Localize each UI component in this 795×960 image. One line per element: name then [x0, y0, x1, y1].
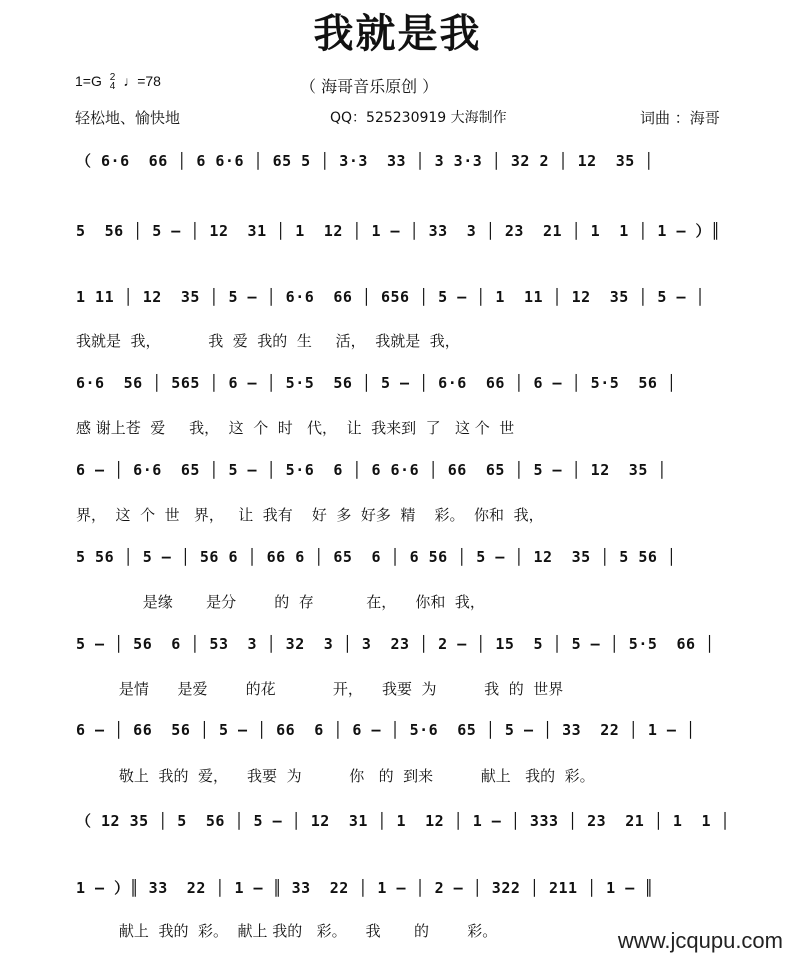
- notation-row-2: 5 56 │ 5 — │ 12 31 │ 1 12 │ 1 — │ 33 3 │ 23 21 │ 1 1 │ 1 — ）║: [76, 222, 721, 240]
- notation-row-5: 6 — │ 6·6 65 │ 5 — │ 5·6 6 │ 6 6·6 │ 66 65 │ 5 — │ 12 35 │: [76, 461, 667, 479]
- notation-row-8: 6 — │ 66 56 │ 5 — │ 66 6 │ 6 — │ 5·6 65 │ 5 — │ 33 22 │ 1 — │: [76, 721, 696, 739]
- time-signature: [110, 73, 116, 91]
- tempo-marking: ♩=78: [123, 73, 161, 89]
- key-text: 1=G: [75, 73, 102, 89]
- notation-row-9: （ 12 35 │ 5 56 │ 5 — │ 12 31 │ 1 12 │ 1 — │ 333 │ 23 21 │ 1 1 │: [76, 812, 731, 830]
- meter-bottom: 4: [109, 81, 116, 93]
- notation-row-4: 6·6 56 │ 565 │ 6 — │ 5·5 56 │ 5 — │ 6·6 66 │ 6 — │ 5·5 56 │: [76, 374, 677, 392]
- contact-info: QQ：525230919 大海制作: [330, 110, 507, 126]
- lyric-row-6: 是缘 是分 的 存 在， 你和 我，: [76, 593, 485, 611]
- lyric-row-3: 我就是 我， 我 爱 我的 生 活， 我就是 我，: [76, 332, 460, 350]
- song-title: 我就是我: [313, 10, 482, 57]
- meter-top: 2: [109, 72, 116, 84]
- notation-row-1: （ 6·6 66 │ 6 6·6 │ 65 5 │ 3·3 33 │ 3 3·3 │ 32 2 │ 12 35 │: [76, 152, 654, 170]
- notation-row-6: 5 56 │ 5 — │ 56 6 │ 66 6 │ 65 6 │ 6 56 │ 5 — │ 12 35 │ 5 56 │: [76, 548, 677, 566]
- notation-row-10: 1 — ）║ 33 22 │ 1 — ║ 33 22 │ 1 — │ 2 — │ 322 │ 211 │ 1 — ║: [76, 879, 654, 897]
- lyric-row-10: 献上 我的 彩。 献上 我的 彩。 我 的 彩。: [76, 922, 498, 940]
- lyric-row-7: 是情 是爱 的花 开， 我要 为 我 的 世界: [76, 680, 564, 698]
- lyric-row-5: 界， 这 个 世 界， 让 我有 好 多 好多 精 彩。 你和 我，: [76, 506, 544, 524]
- site-watermark: www.jcqupu.com: [617, 928, 783, 953]
- expression-marking: 轻松地、愉快地: [75, 109, 181, 127]
- lyrics-music-credit: 词曲 ：海哥: [640, 109, 720, 127]
- notation-row-7: 5 — │ 56 6 │ 53 3 │ 32 3 │ 3 23 │ 2 — │ 15 5 │ 5 — │ 5·5 66 │: [76, 635, 715, 653]
- lyric-row-4: 感 谢上苍 爱 我， 这 个 时 代， 让 我来到 了 这 个 世: [76, 419, 515, 437]
- subtitle: （ 海哥音乐原创 ）: [300, 77, 439, 96]
- lyric-row-8: 敬上 我的 爱， 我要 为 你 的 到来 献上 我的 彩。: [76, 767, 595, 785]
- key-signature: [75, 73, 161, 91]
- notation-row-3: 1 11 │ 12 35 │ 5 — │ 6·6 66 │ 656 │ 5 — │ 1 11 │ 12 35 │ 5 — │: [76, 288, 706, 306]
